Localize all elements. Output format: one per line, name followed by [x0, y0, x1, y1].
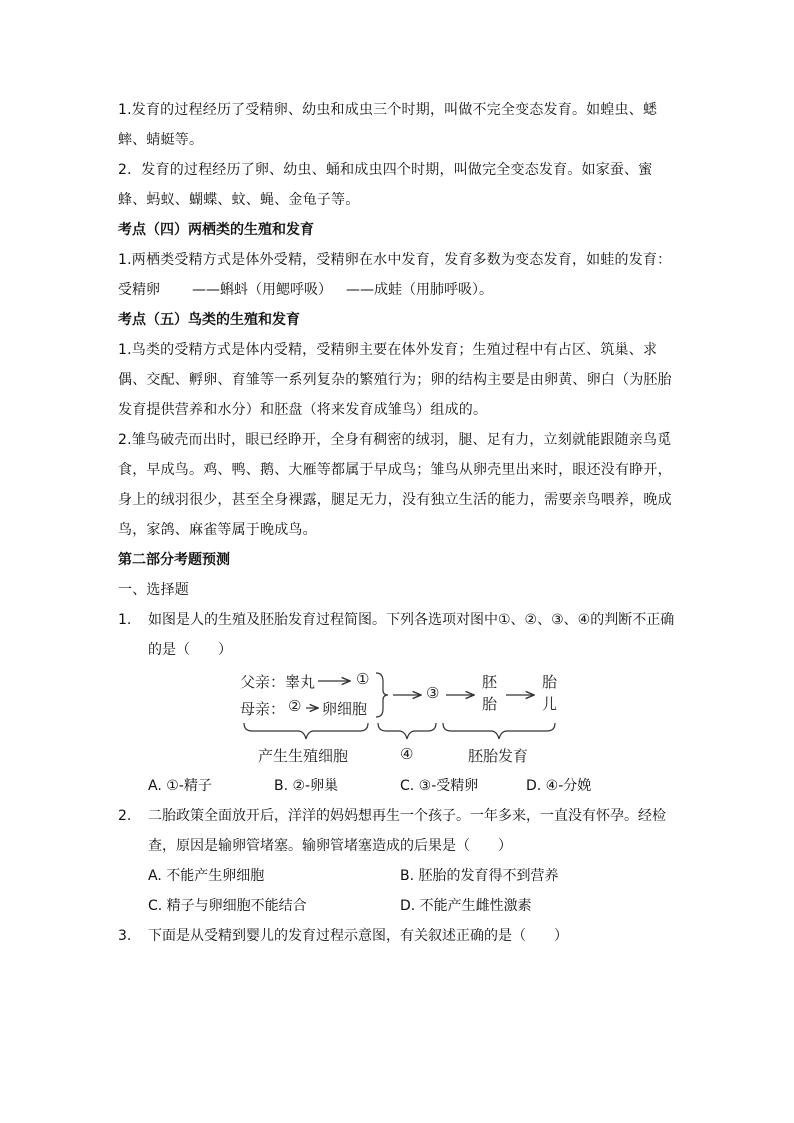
- diagram-label-gametes: 产生生殖细胞: [258, 747, 349, 765]
- option-a[interactable]: A. ①-精子: [148, 778, 212, 794]
- heading-amphibian: 考点（四）两栖类的生殖和发育: [118, 222, 314, 238]
- question-2: [118, 801, 678, 861]
- diagram-embryo-top: 胚: [482, 673, 498, 691]
- frog-stage-tadpole: ——蝌蚪（用鳃呼吸）: [192, 282, 332, 298]
- paragraph-bird-reproduction: 1.鸟类的受精方式是体内受精，受精卵主要在体外发育；生殖过程中有占区、筑巢、求偶、交配、孵卵、育雏等一系列复杂的繁殖行为；卵的结构主要是由卵黄、卵白（为胚胎发育提供营养和水分）和胚盘（将来发育成雏鸟）组成的。: [118, 342, 672, 418]
- heading-choice: 一、选择题: [118, 582, 189, 598]
- frog-stage-egg: 受精卵: [118, 282, 160, 298]
- diagram-egg-cell: 卵细胞: [322, 700, 368, 718]
- option-b[interactable]: B. ②-卵巢: [274, 778, 339, 794]
- option-d[interactable]: D. ④-分娩: [526, 778, 592, 794]
- diagram-circle-2: ②: [288, 697, 302, 715]
- question-3: [118, 921, 678, 951]
- question-2-options: [118, 861, 678, 921]
- diagram-label-4: ④: [400, 745, 414, 763]
- heading-bird: 考点（五）鸟类的生殖和发育: [118, 312, 300, 328]
- frog-stage-adult: ——成蛙（用肺呼吸）。: [346, 282, 493, 298]
- diagram-father: 父亲：睾丸: [240, 673, 316, 691]
- question-text: 如图是人的生殖及胚胎发育过程简图。下列各选项对图中①、②、③、④的判断不正确的是（ ）: [148, 612, 675, 658]
- frog-development-line: [118, 275, 678, 305]
- question-1: [118, 605, 678, 665]
- paragraph-insect-incomplete: 1.发育的过程经历了受精卵、幼虫和成虫三个时期，叫做不完全变态发育。如蝗虫、蟋蟀、蜻蜓等。: [118, 102, 658, 148]
- option-a[interactable]: A. 不能产生卵细胞: [148, 868, 265, 884]
- reproduction-diagram: [238, 667, 578, 771]
- option-d[interactable]: D. 不能产生雌性激素: [400, 898, 532, 914]
- diagram-fetus-top: 胎: [542, 673, 558, 691]
- diagram-fetus-bottom: 儿: [542, 695, 558, 713]
- question-number: 3.: [118, 928, 132, 944]
- question-text: 下面是从受精到婴儿的发育过程示意图，有关叙述正确的是（ ）: [148, 928, 568, 944]
- diagram-circle-1: ①: [356, 670, 370, 688]
- heading-part2: 第二部分考题预测: [118, 552, 230, 568]
- question-number: 1.: [118, 612, 132, 628]
- diagram-circle-3: ③: [426, 684, 440, 702]
- question-number: 2.: [118, 808, 132, 824]
- question-1-options: [118, 771, 678, 801]
- diagram-embryo-bottom: 胎: [482, 695, 498, 713]
- diagram-mother: 母亲：: [240, 700, 286, 718]
- document-body: [118, 95, 678, 951]
- paragraph-bird-hatchling: 2.雏鸟破壳而出时，眼已经睁开，全身有稠密的绒羽，腿、足有力，立刻就能跟随亲鸟觅食，早成鸟。鸡、鸭、鹅、大雁等都属于早成鸟；雏鸟从卵壳里出来时，眼还没有睁开，身上的绒羽很少，甚至全身裸露，腿足无力，没有独立生活的能力，需要亲鸟喂养，晚成鸟，家鸽、麻雀等属于晚成鸟。: [118, 432, 672, 538]
- paragraph-insect-complete: 2．发育的过程经历了卵、幼虫、蛹和成虫四个时期，叫做完全变态发育。如家蚕、蜜蜂、蚂蚁、蝴蝶、蚊、蝇、金龟子等。: [118, 162, 653, 208]
- option-b[interactable]: B. 胚胎的发育得不到营养: [400, 868, 559, 884]
- diagram-label-development: 胚胎发育: [468, 747, 529, 765]
- option-c[interactable]: C. 精子与卵细胞不能结合: [148, 898, 307, 914]
- paragraph-amphibian: 1.两栖类受精方式是体外受精，受精卵在水中发育，发育多数为变态发育，如蛙的发育：: [118, 252, 672, 268]
- question-text: 二胎政策全面放开后，洋洋的妈妈想再生一个孩子。一年多来，一直没有怀孕。经检查，原因是输卵管堵塞。输卵管堵塞造成的后果是（ ）: [148, 808, 666, 854]
- option-c[interactable]: C. ③-受精卵: [400, 778, 479, 794]
